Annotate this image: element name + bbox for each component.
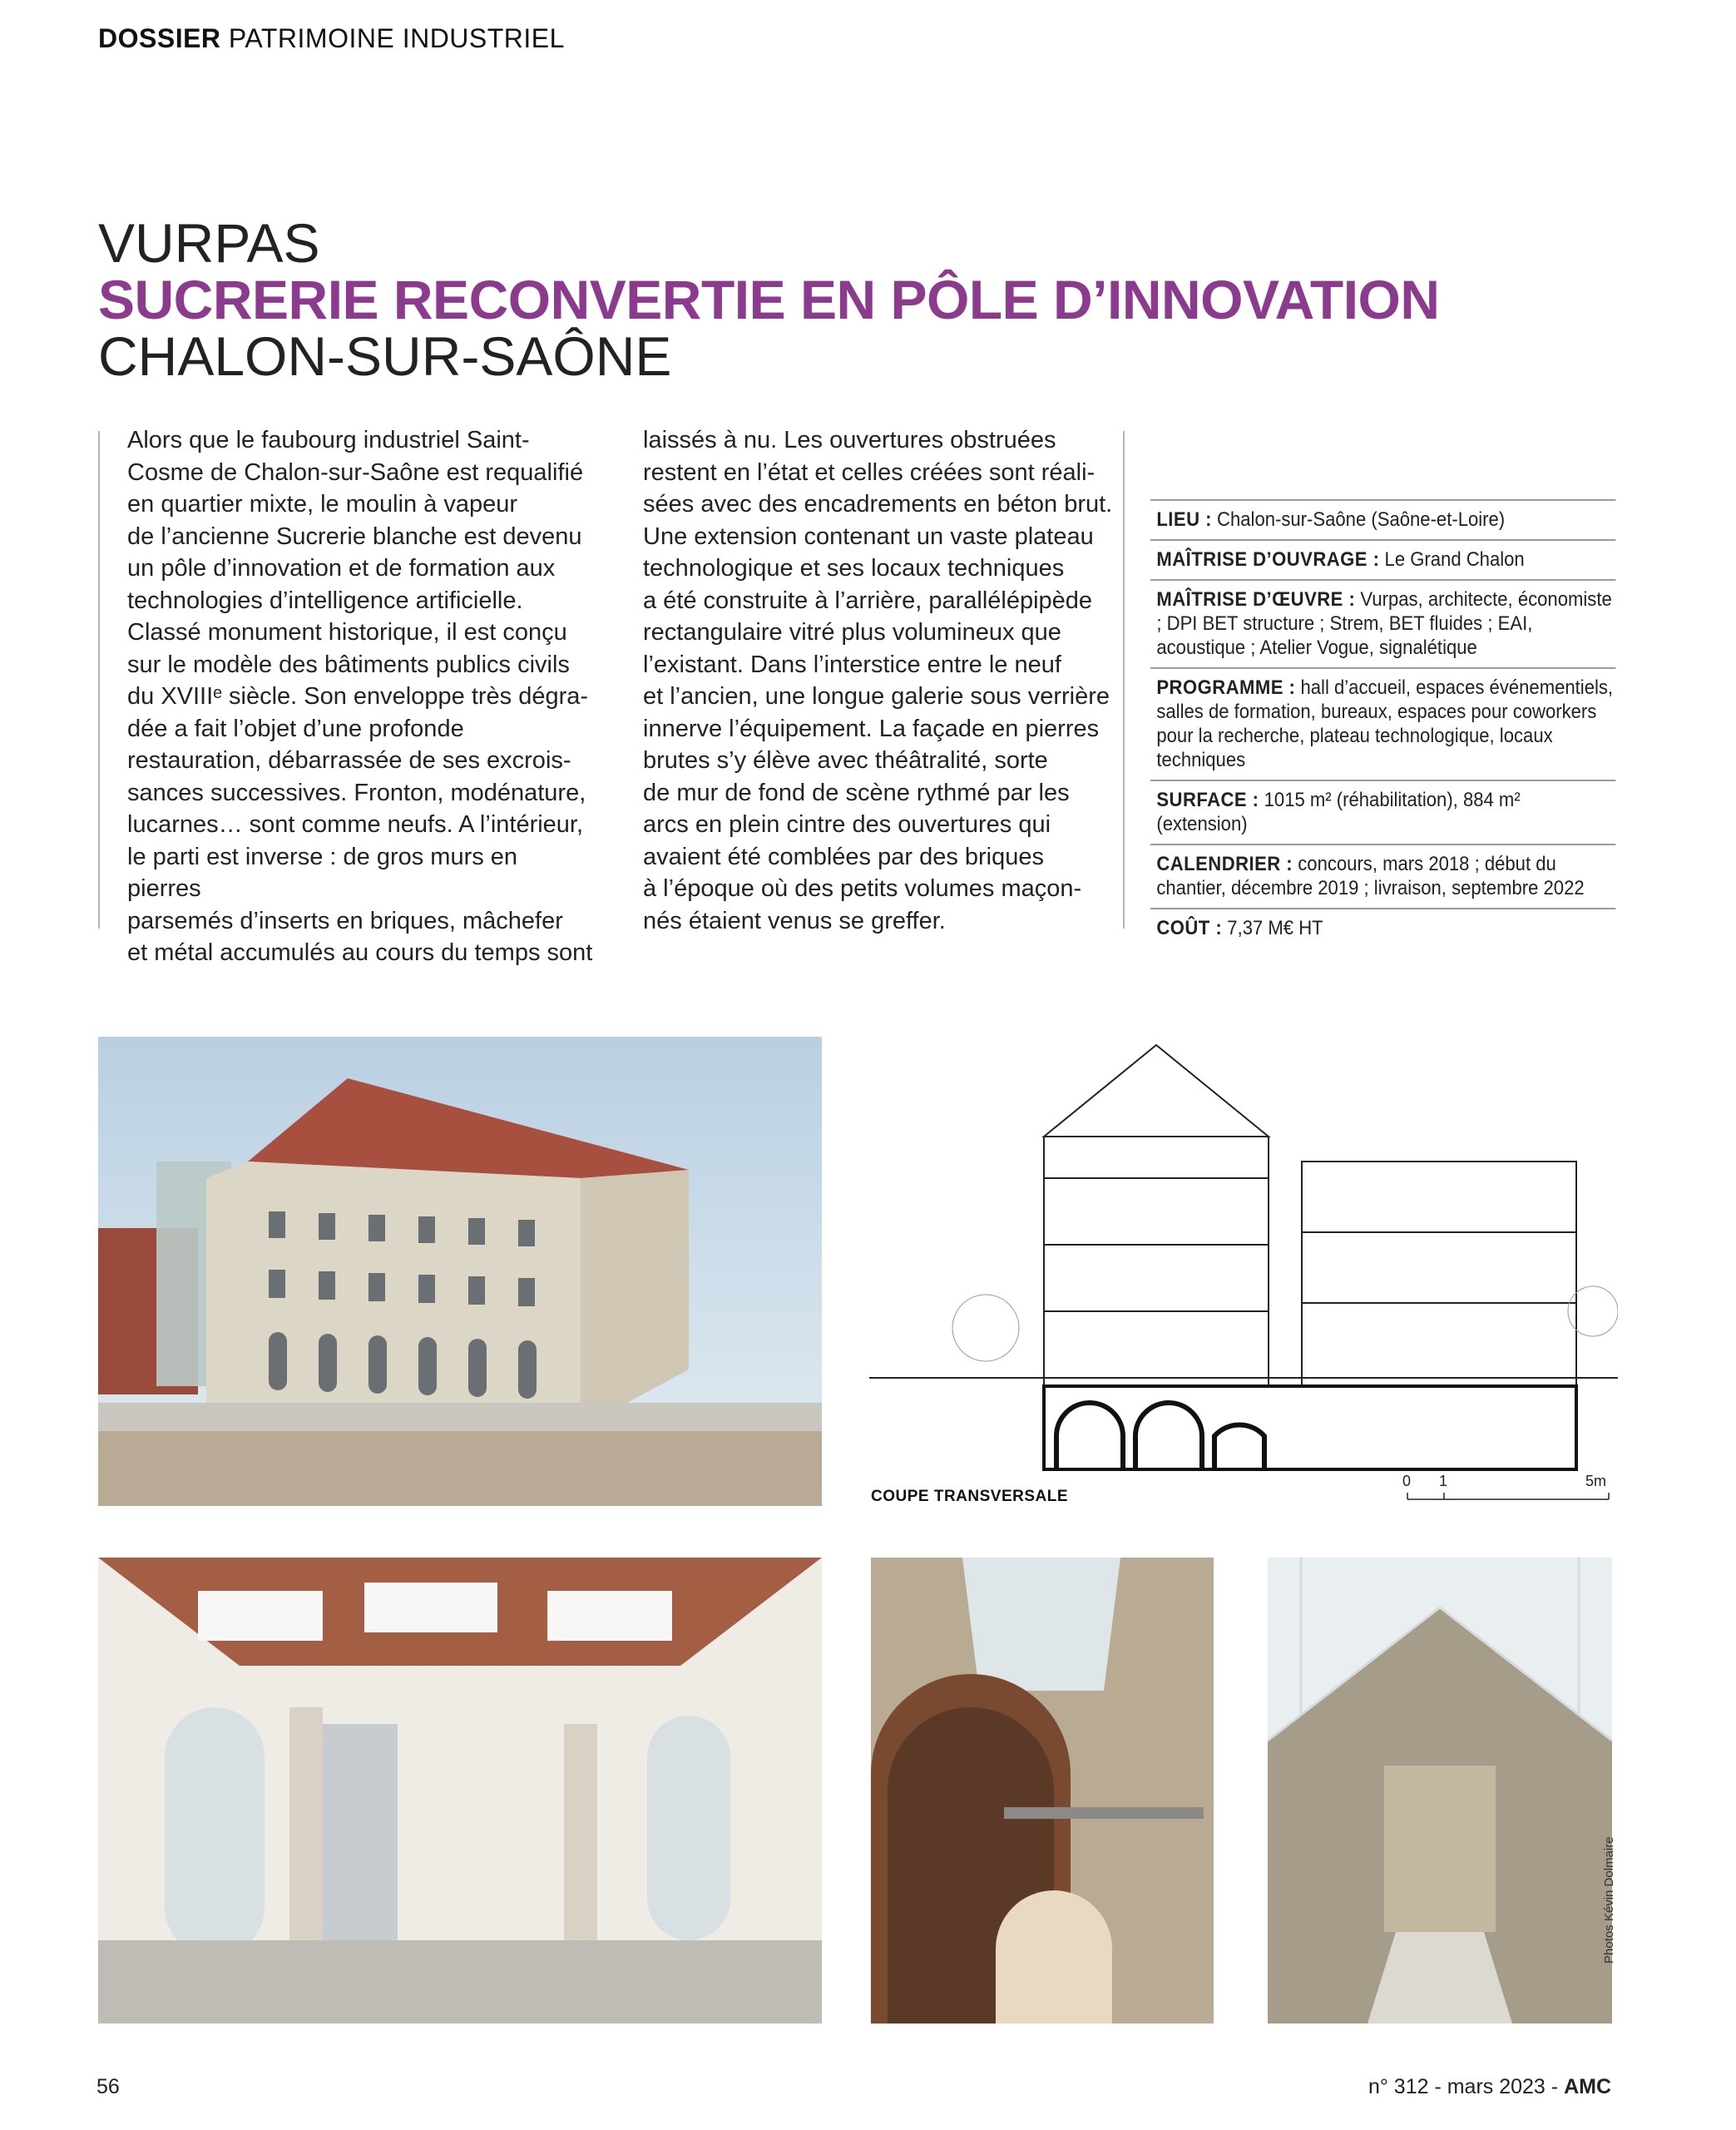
text-line: sées avec des encadrements en béton brut.	[643, 491, 1113, 518]
text-line: lucarnes… sont comme neufs. A l’intérieur,	[127, 811, 584, 838]
info-row-surface	[1150, 780, 1615, 844]
text-line: a été construite à l’arrière, parallélépipède	[643, 587, 1093, 614]
text-line: laissés à nu. Les ouvertures obstruées	[643, 427, 1056, 453]
page-number: 56	[96, 2075, 120, 2098]
issue-info	[1368, 2075, 1611, 2099]
text-line: sur le modèle des bâtiments publics civils	[127, 651, 570, 678]
info-label: PROGRAMME :	[1156, 676, 1296, 699]
info-label: LIEU :	[1156, 508, 1212, 531]
body-column-2	[643, 424, 1117, 937]
text-line: brutes s’y élève avec théâtralité, sorte	[643, 747, 1048, 774]
text-line: Une extension contenant un vaste plateau	[643, 523, 1094, 550]
info-row-calendrier	[1150, 844, 1615, 908]
city-name: CHALON-SUR-SAÔNE	[98, 325, 672, 387]
text-line: le parti est inverse : de gros murs en pierres	[127, 843, 518, 902]
info-value: Chalon-sur-Saône (Saône-et-Loire)	[1217, 508, 1506, 531]
text-line: parsemés d’inserts en briques, mâchefer	[127, 907, 563, 934]
info-label: MAÎTRISE D’ŒUVRE :	[1156, 588, 1356, 611]
text-line: Alors que le faubourg industriel Saint-	[127, 427, 530, 453]
issue-text: n° 312 - mars 2023 -	[1368, 2075, 1559, 2098]
column-rule-right	[1123, 431, 1125, 929]
info-label: MAÎTRISE D’OUVRAGE :	[1156, 548, 1380, 571]
text-line: un pôle d’innovation et de formation aux	[127, 555, 556, 582]
project-info-box	[1150, 499, 1613, 948]
text-line: du XVIIIᵉ siècle. Son enveloppe très dégra-	[127, 683, 589, 710]
glass-roof-photo	[1268, 1558, 1612, 2024]
text-line: restauration, débarrassée de ses excrois-	[127, 747, 571, 774]
scale-bar	[1396, 1473, 1612, 1506]
rubric-bold: DOSSIER	[98, 23, 221, 53]
info-row-lieu	[1150, 499, 1615, 539]
text-line: technologique et ses locaux techniques	[643, 555, 1065, 582]
info-value: Le Grand Chalon	[1384, 548, 1525, 571]
architect-name: VURPAS	[98, 212, 320, 274]
text-line: et métal accumulés au cours du temps sont	[127, 939, 593, 966]
info-row-maitrise-ouvrage	[1150, 539, 1615, 579]
photo-credit: Photos Kévin Dolmaire	[1602, 1836, 1616, 1964]
text-line: l’existant. Dans l’interstice entre le neuf	[643, 651, 1061, 678]
text-line: à l’époque où des petits volumes maçon-	[643, 875, 1082, 902]
text-line: sances successives. Fronton, modénature,	[127, 779, 586, 806]
headline: SUCRERIE RECONVERTIE EN PÔLE D’INNOVATION	[98, 269, 1440, 330]
text-line: et l’ancien, une longue galerie sous verrière	[643, 683, 1110, 710]
text-line: en quartier mixte, le moulin à vapeur	[127, 491, 518, 518]
info-row-cout	[1150, 908, 1615, 948]
scale-label: 5m	[1585, 1473, 1607, 1489]
body-column-1	[127, 424, 593, 969]
info-label: COÛT :	[1156, 917, 1223, 939]
magazine-name: AMC	[1564, 2075, 1611, 2098]
text-line: innerve l’équipement. La façade en pierres	[643, 715, 1100, 742]
info-row-maitrise-oeuvre	[1150, 579, 1615, 667]
info-value: concours, mars 2018 ; début du chantier, décembre 2019 ; livraison, septembre 2022	[1156, 853, 1585, 899]
info-label: CALENDRIER :	[1156, 853, 1293, 875]
info-value: hall d’accueil, espaces événementiels, salles de formation, bureaux, espaces pour coworkers pour la recherche, plateau technologique, locaux techniques	[1156, 676, 1614, 771]
interior-hall-photo	[98, 1558, 822, 2024]
text-line: nés étaient venus se greffer.	[643, 907, 946, 934]
text-line: arcs en plein cintre des ouvertures qui	[643, 811, 1051, 838]
column-rule-left	[98, 431, 100, 929]
scale-label: 1	[1439, 1473, 1448, 1489]
rubric	[98, 23, 565, 54]
section-caption: COUPE TRANSVERSALE	[871, 1488, 1069, 1505]
info-value: 1015 m² (réhabilitation), 884 m² (extension)	[1156, 789, 1521, 835]
info-value: 7,37 M€ HT	[1227, 917, 1323, 939]
info-value: Vurpas, architecte, économiste ; DPI BET structure ; Strem, BET fluides ; EAI, acoustique ; Atelier Vogue, signalétique	[1156, 588, 1612, 659]
rubric-rest: PATRIMOINE INDUSTRIEL	[228, 23, 565, 53]
title-block	[98, 212, 1440, 387]
text-line: rectangulaire vitré plus volumineux que	[643, 619, 1061, 646]
cross-section-drawing	[869, 1037, 1618, 1478]
exterior-photo	[98, 1037, 822, 1506]
text-line: technologies d’intelligence artificielle.	[127, 587, 523, 614]
gallery-arch-photo	[871, 1558, 1214, 2024]
text-line: de l’ancienne Sucrerie blanche est devenu	[127, 523, 582, 550]
text-line: de mur de fond de scène rythmé par les	[643, 779, 1070, 806]
info-label: SURFACE :	[1156, 789, 1259, 811]
text-line: Cosme de Chalon-sur-Saône est requalifié	[127, 458, 584, 486]
text-line: dée a fait l’objet d’une profonde	[127, 715, 464, 742]
text-line: Classé monument historique, il est conçu	[127, 619, 567, 646]
text-line: avaient été comblées par des briques	[643, 843, 1045, 870]
scale-label: 0	[1402, 1473, 1412, 1489]
info-row-programme	[1150, 667, 1615, 780]
text-line: restent en l’état et celles créées sont réali-	[643, 458, 1096, 486]
